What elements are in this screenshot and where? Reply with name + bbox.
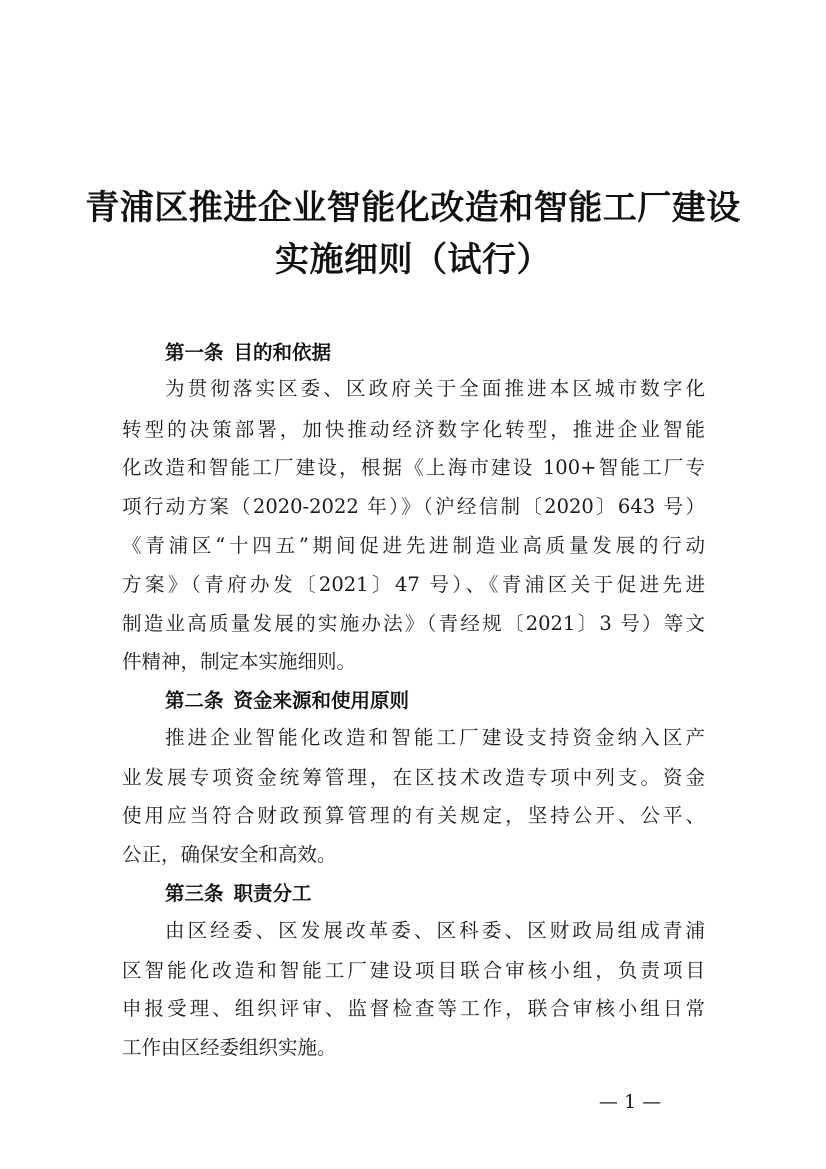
article-1-line-4: 项行动方案（2020-2022 年）》（沪经信制〔2020〕643 号） [122,495,705,518]
article-1-line-5: 《青浦区“十四五”期间促进先进制造业高质量发展的行动 [122,534,705,557]
article-3-heading [165,884,312,904]
article-3-line-2: 区智能化改造和智能工厂建设项目联合审核小组，负责项目 [122,959,705,982]
article-1-heading [165,343,331,363]
article-1-line-3: 化改造和智能工厂建设，根据《上海市建设 100+智能工厂专 [122,456,705,479]
article-1-line-8: 件精神，制定本实施细则。 [122,650,357,673]
article-3-title: 职责分工 [233,882,312,905]
article-2-line-3: 使用应当符合财政预算管理的有关规定，坚持公开、公平、 [122,804,705,827]
article-1-line-1: 为贯彻落实区委、区政府关于全面推进本区城市数字化 [165,377,705,400]
article-3-number: 第三条 [165,882,224,905]
article-2-title: 资金来源和使用原则 [233,689,410,712]
article-2-line-4: 公正，确保安全和高效。 [122,843,337,866]
article-3-line-3: 申报受理、组织评审、监督检查等工作，联合审核小组日常 [122,997,705,1020]
article-3-line-1: 由区经委、区发展改革委、区科委、区财政局组成青浦 [165,919,705,942]
article-2-number: 第二条 [165,689,224,712]
article-1-title: 目的和依据 [233,341,332,364]
article-2-heading [165,691,409,711]
page-number: — 1 — [598,1091,662,1113]
article-1-line-6: 方案》（青府办发〔2021〕47 号）、《青浦区关于促进先进 [122,573,705,596]
article-1-number: 第一条 [165,341,224,364]
article-1-line-7: 制造业高质量发展的实施办法》（青经规〔2021〕3 号）等文 [122,612,705,635]
article-2-line-1: 推进企业智能化改造和智能工厂建设支持资金纳入区产 [165,726,705,749]
article-2-line-2: 业发展专项资金统筹管理，在区技术改造专项中列支。资金 [122,766,705,789]
document-title-line-2: 实施细则（试行） [275,240,551,280]
article-1-line-2: 转型的决策部署，加快推动经济数字化转型，推进企业智能 [122,418,705,441]
article-3-line-4: 工作由区经委组织实施。 [122,1036,337,1059]
document-title-line-1: 青浦区推进企业智能化改造和智能工厂建设 [85,188,741,228]
